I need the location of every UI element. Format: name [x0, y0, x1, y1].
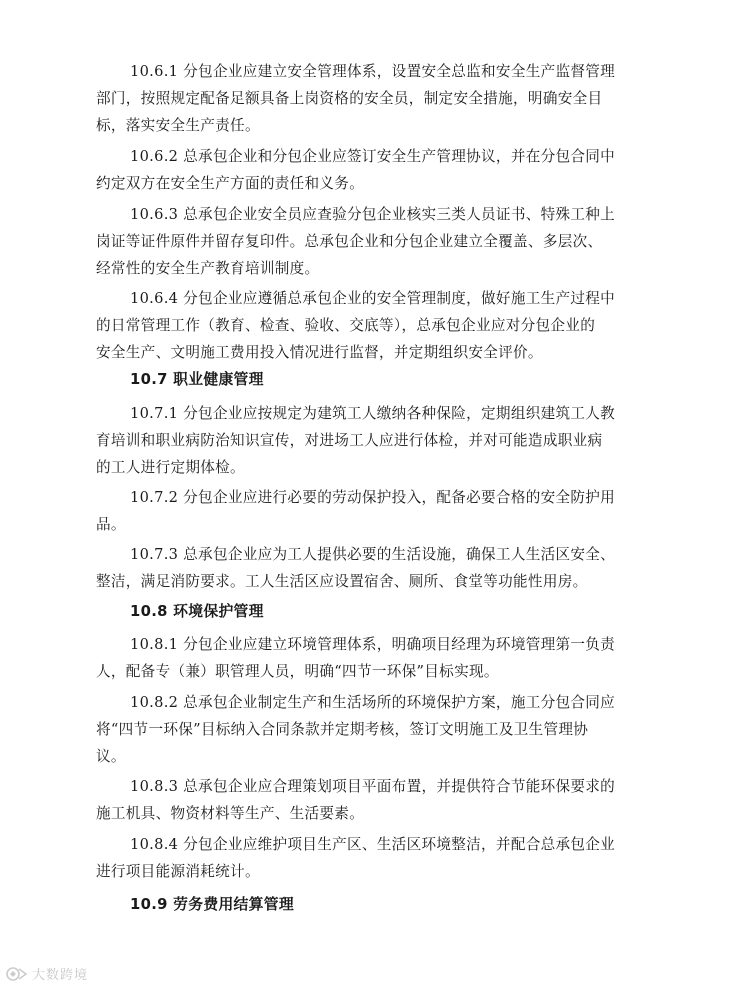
paragraph-line: 经常性的安全生产教育培训制度。 — [96, 260, 320, 277]
paragraph-10-8-2 — [96, 689, 641, 770]
paragraph-line: 10.8.1 分包企业应建立环境管理体系，明确项目经理为环境管理第一负责 — [130, 636, 616, 653]
paragraph-line: 进行项目能源消耗统计。 — [96, 863, 260, 880]
paragraph-line: 岗证等证件原件并留存复印件。总承包企业和分包企业建立全覆盖、多层次、 — [96, 233, 603, 250]
paragraph-line: 议。 — [96, 748, 126, 765]
paragraph-line: 的工人进行定期体检。 — [96, 459, 245, 476]
paragraph-line: 标，落实安全生产责任。 — [96, 117, 260, 134]
paragraph-line: 约定双方在安全生产方面的责任和义务。 — [96, 175, 365, 192]
paragraph-line: 10.8.3 总承包企业应合理策划项目平面布置，并提供符合节能环保要求的 — [130, 778, 616, 795]
paragraph-line: 安全生产、文明施工费用投入情况进行监督，并定期组织安全评价。 — [96, 344, 543, 361]
paragraph-10-6-3 — [96, 201, 641, 282]
paragraph-10-6-4 — [96, 285, 641, 366]
paragraph-line: 10.8.2 总承包企业制定生产和生活场所的环境保护方案，施工分包合同应 — [130, 694, 616, 711]
paragraph-line: 10.8.4 分包企业应维护项目生产区、生活区环境整洁，并配合总承包企业 — [130, 836, 616, 853]
paragraph-10-6-1 — [96, 58, 641, 139]
watermark — [6, 964, 88, 983]
paragraph-line: 整洁，满足消防要求。工人生活区应设置宿舍、厕所、食堂等功能性用房。 — [96, 573, 588, 590]
paragraph-line: 10.7.3 总承包企业应为工人提供必要的生活设施，确保工人生活区安全、 — [130, 546, 616, 563]
watermark-text: 大数跨境 — [32, 968, 89, 983]
paragraph-line: 10.6.2 总承包企业和分包企业应签订安全生产管理协议，并在分包合同中 — [130, 148, 616, 165]
paragraph-10-7-3 — [96, 541, 641, 595]
paragraph-line: 施工机具、物资材料等生产、生活要素。 — [96, 805, 365, 822]
paragraph-line: 将“四节一环保”目标纳入合同条款并定期考核，签订文明施工及卫生管理协 — [96, 721, 589, 738]
paragraph-line: 品。 — [96, 516, 126, 533]
paragraph-10-8-3 — [96, 773, 641, 827]
paragraph-10-7-2 — [96, 484, 641, 538]
section-heading-10-7: 10.7 职业健康管理 — [130, 371, 264, 388]
paragraph-line: 人，配备专（兼）职管理人员，明确“四节一环保”目标实现。 — [96, 663, 499, 680]
section-heading-10-8: 10.8 环境保护管理 — [130, 603, 264, 620]
paragraph-line: 10.7.1 分包企业应按规定为建筑工人缴纳各种保险，定期组织建筑工人教 — [130, 405, 616, 422]
paragraph-line: 育培训和职业病防治知识宣传，对进场工人应进行体检，并对可能造成职业病 — [96, 432, 603, 449]
paragraph-10-8-4 — [96, 831, 641, 885]
watermark-logo-icon — [6, 966, 28, 982]
paragraph-10-7-1 — [96, 400, 641, 481]
paragraph-line: 10.6.3 总承包企业安全员应查验分包企业核实三类人员证书、特殊工种上 — [130, 206, 616, 223]
paragraph-line: 部门，按照规定配备足额具备上岗资格的安全员，制定安全措施，明确安全目 — [96, 90, 603, 107]
paragraph-line: 10.7.2 分包企业应进行必要的劳动保护投入，配备必要合格的安全防护用 — [130, 489, 616, 506]
paragraph-line: 10.6.1 分包企业应建立安全管理体系，设置安全总监和安全生产监督管理 — [130, 63, 616, 80]
paragraph-line: 10.6.4 分包企业应遵循总承包企业的安全管理制度，做好施工生产过程中 — [130, 290, 616, 307]
paragraph-line: 的日常管理工作（教育、检查、验收、交底等），总承包企业应对分包企业的 — [96, 317, 596, 334]
paragraph-10-6-2 — [96, 143, 641, 197]
section-heading-10-9: 10.9 劳务费用结算管理 — [130, 896, 294, 913]
paragraph-10-8-1 — [96, 631, 641, 685]
